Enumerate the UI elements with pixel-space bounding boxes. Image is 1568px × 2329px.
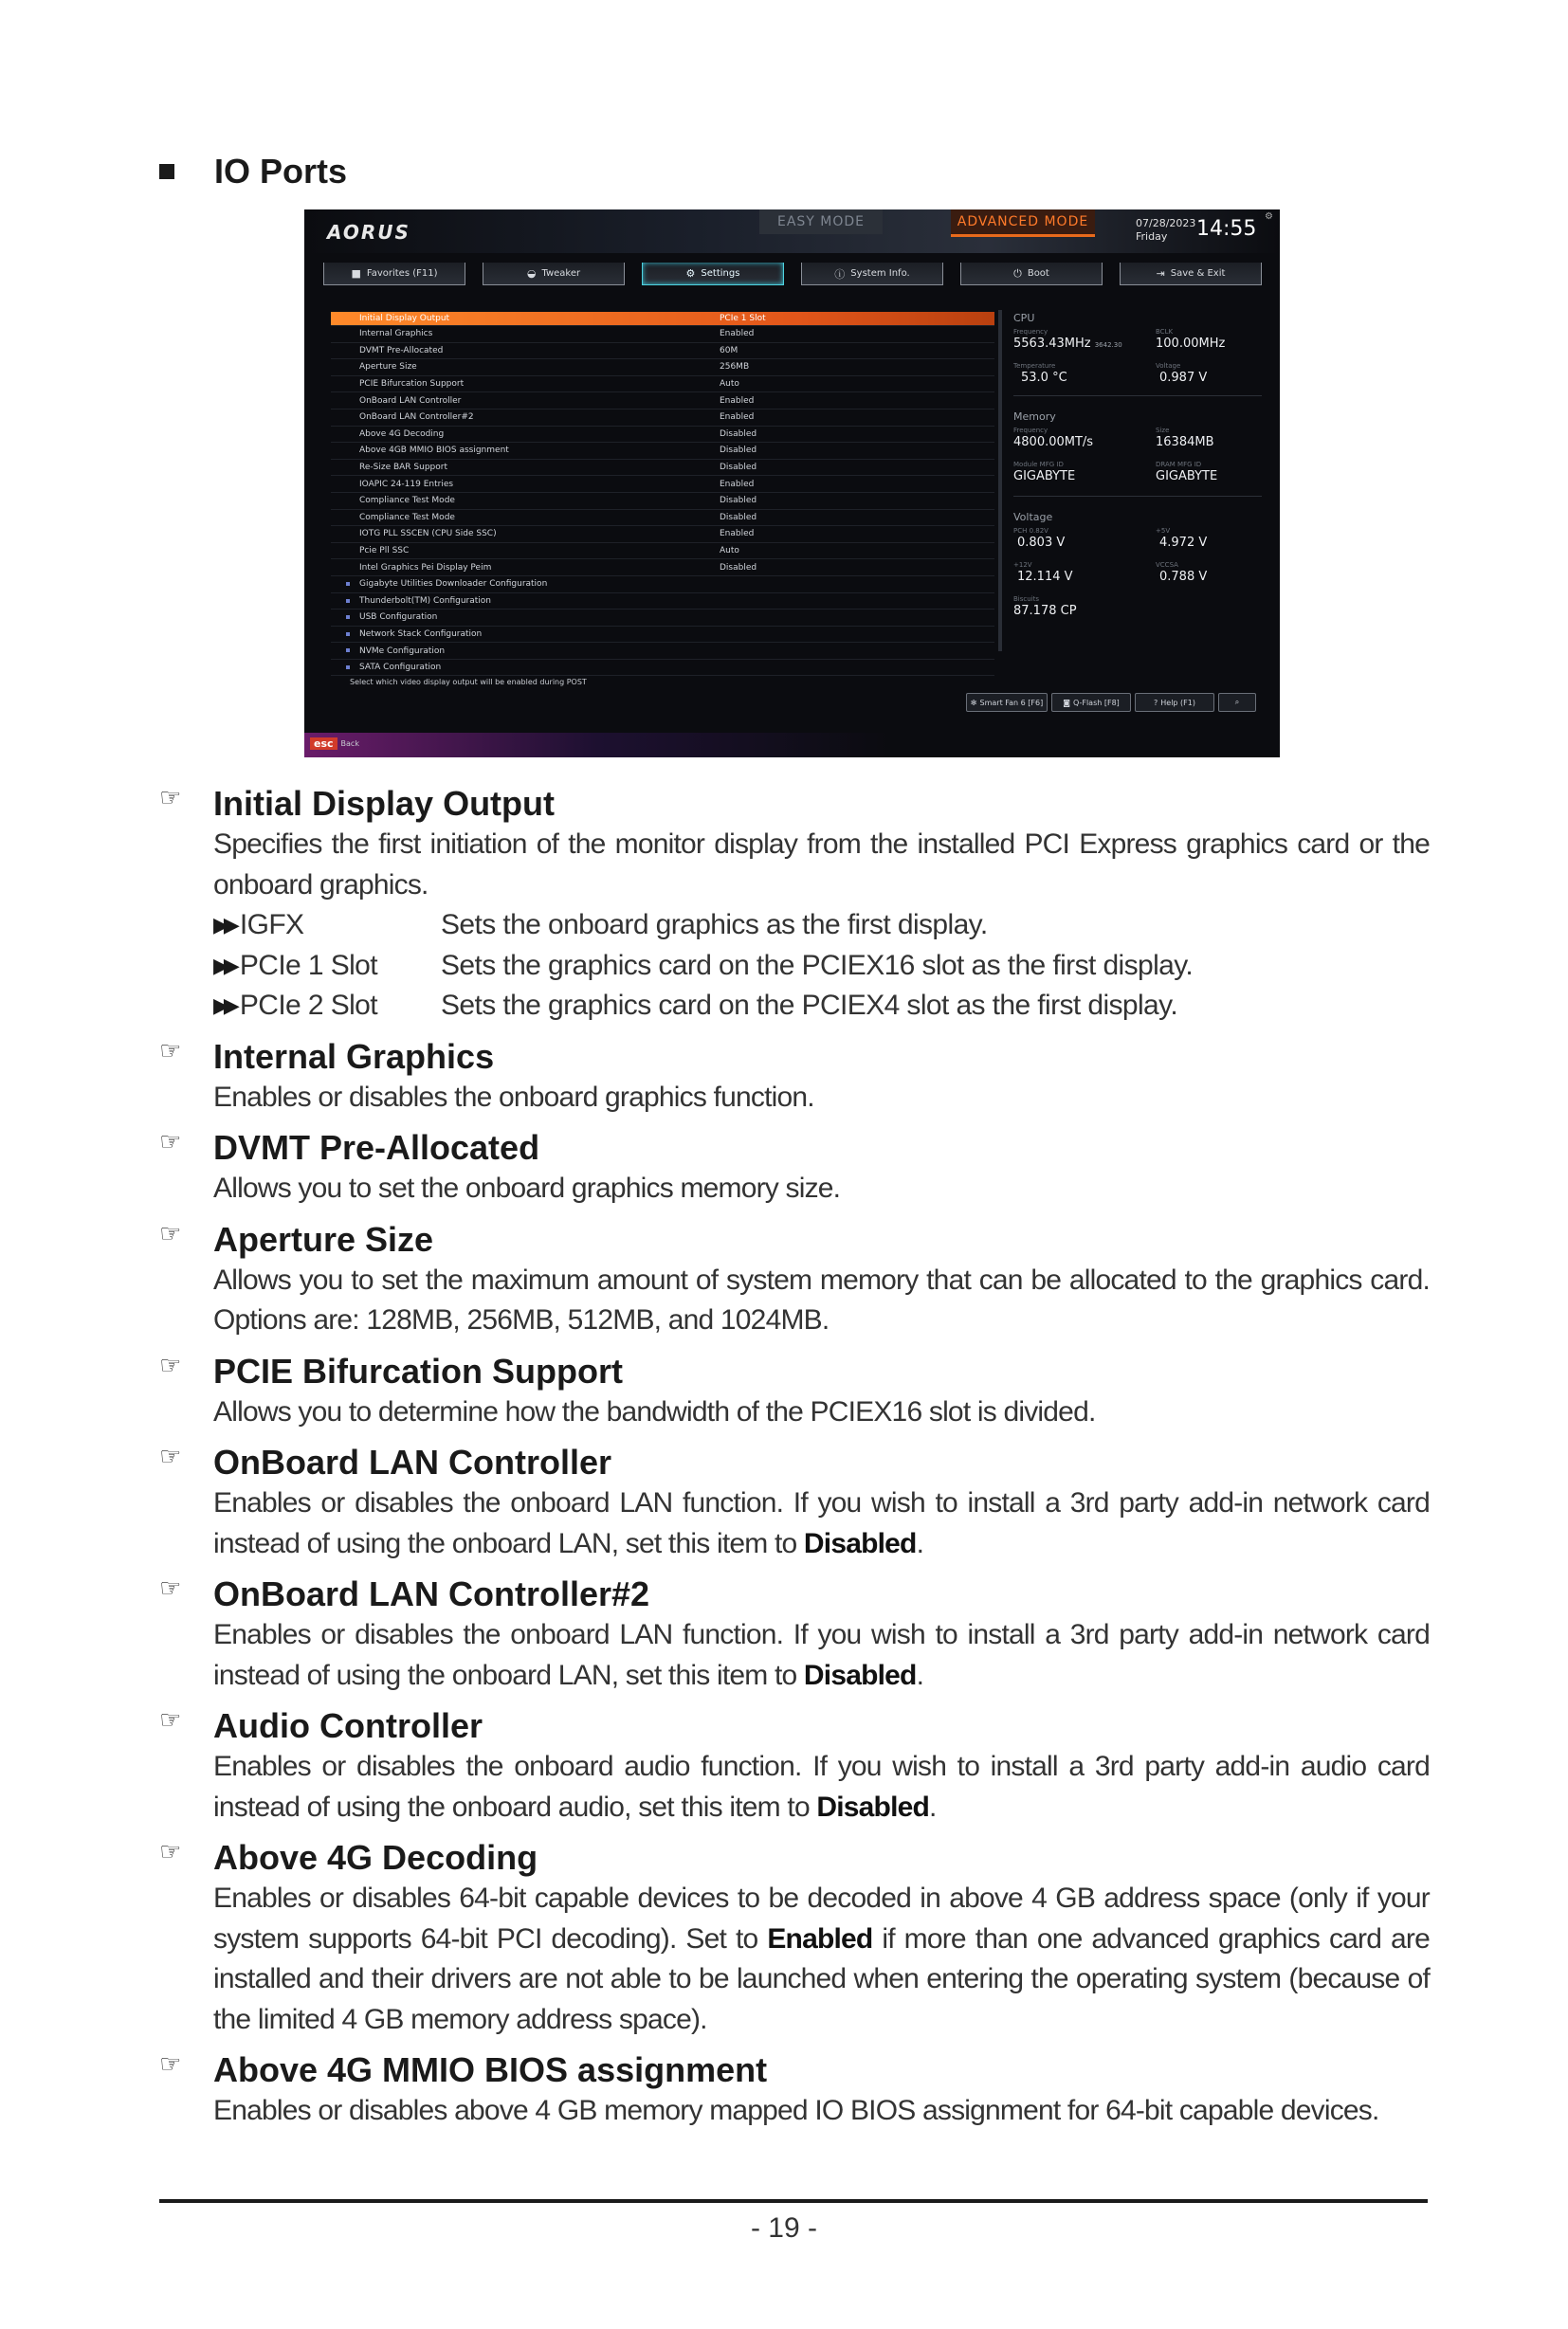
setting-title: Audio Controller: [213, 1706, 483, 1745]
option-name: [213, 905, 441, 946]
bios-setting-label: Thunderbolt(TM) Configuration: [359, 595, 491, 606]
bottom-glow: [304, 733, 1280, 757]
option-label: PCIe 2 Slot: [239, 990, 377, 1021]
mem-freq-value: 4800.00MT/s: [1013, 435, 1094, 449]
tab-save-exit[interactable]: ⇥ Save & Exit: [1120, 263, 1262, 285]
desc-text: .: [929, 1791, 937, 1823]
desc-text: .: [916, 1659, 924, 1691]
bios-setting-value: Auto: [720, 546, 739, 556]
temp-label: Temperature: [1013, 362, 1056, 370]
mem-size-value: 16384MB: [1156, 435, 1214, 449]
desc-text: Enables or disables 64-bit capable devices to be decoded in above 4 GB address space (only if your system supports 64-bit PCI decoding). Set to: [213, 1883, 1430, 1955]
bios-setting-label: Above 4GB MMIO BIOS assignment: [359, 446, 509, 456]
page-number: - 19 -: [750, 2212, 818, 2244]
pointing-hand-icon: ☞: [159, 1127, 182, 1155]
esc-back-button[interactable]: [310, 737, 359, 750]
bios-setting-row[interactable]: [331, 526, 994, 543]
bios-setting-label: Re-Size BAR Support: [359, 463, 447, 473]
bios-setting-row[interactable]: [331, 359, 994, 376]
double-arrow-icon: ▶▶: [213, 913, 234, 937]
bios-setting-value: Enabled: [720, 395, 755, 406]
bios-setting-row[interactable]: [331, 559, 994, 576]
desc-text: Enables or disables the onboard LAN function. If you wish to install a 3rd party add-in network card instead of using the onboard LAN, set this item to: [213, 1487, 1430, 1559]
pointing-hand-icon: ☞: [159, 1574, 182, 1602]
square-bullet-icon: [159, 164, 174, 179]
star-icon: ■: [351, 267, 361, 280]
setting-desc: [213, 1615, 1430, 1696]
exit-icon: ⇥: [1156, 267, 1165, 280]
bios-setting-row[interactable]: [331, 343, 994, 360]
submenu-icon: [346, 665, 350, 669]
submenu-icon: [346, 582, 350, 586]
setting-description: [159, 1127, 1430, 1210]
bios-time: 14:55: [1196, 217, 1257, 241]
bios-setting-row[interactable]: [331, 576, 994, 593]
bios-setting-value: Enabled: [720, 329, 755, 339]
bios-date: [1136, 217, 1195, 244]
aorus-logo: AORUS: [327, 221, 410, 244]
search-icon: ⌕: [1234, 698, 1240, 706]
cpu-voltage-value: 0.987 V: [1159, 371, 1208, 385]
tab-favorites[interactable]: ■ Favorites (F11): [323, 263, 465, 285]
pointing-hand-icon: ☞: [159, 783, 182, 811]
setting-title: DVMT Pre-Allocated: [213, 1128, 540, 1167]
tab-system-info[interactable]: ⓘ System Info.: [801, 263, 943, 285]
plus12v-value: 12.114 V: [1017, 570, 1073, 584]
bios-setting-value: 256MB: [720, 362, 750, 373]
desc-emphasis: Enabled: [767, 1922, 873, 1955]
fan-icon: ✻: [970, 698, 977, 707]
desc-text: Enables or disables the onboard LAN function. If you wish to install a 3rd party add-in network card instead of using the onboard LAN, set this item to: [213, 1619, 1430, 1691]
memory-heading: Memory: [1013, 410, 1056, 423]
desc-text: if more than one advanced graphics card are installed and their drivers are not able to be launched when entering the operating system (because of the limited 4 GB memory address space).: [213, 1922, 1430, 2035]
pch-value: 0.803 V: [1017, 536, 1066, 550]
biscuits-label: Biscuits: [1013, 595, 1040, 603]
bios-setting-row[interactable]: [331, 493, 994, 510]
bios-setting-label: USB Configuration: [359, 612, 438, 623]
setting-title: OnBoard LAN Controller: [213, 1443, 611, 1482]
setting-title: Aperture Size: [213, 1219, 434, 1259]
setting-title: OnBoard LAN Controller#2: [213, 1574, 650, 1613]
setting-desc: [213, 1747, 1430, 1828]
bios-setting-row[interactable]: [331, 443, 994, 460]
bios-setting-row[interactable]: [331, 312, 994, 326]
setting-desc: Allows you to set the maximum amount of system memory that can be allocated to the graphics card. Options are: 128MB, 256MB, 512MB, and 1024MB.: [213, 1264, 1430, 1336]
setting-description: [159, 783, 1430, 1027]
tab-tweaker[interactable]: ◒ Tweaker: [483, 263, 625, 285]
voltage-heading: Voltage: [1013, 511, 1053, 523]
settings-descriptions: [159, 783, 1430, 2141]
bios-setting-value: Disabled: [720, 562, 757, 573]
bios-setting-value: Disabled: [720, 496, 757, 506]
bios-tabs: [323, 263, 1271, 287]
bclk-value: 100.00MHz: [1156, 337, 1226, 351]
bios-setting-value: PCIe 1 Slot: [720, 314, 766, 323]
q-flash-button[interactable]: ◙ Q-Flash [F8]: [1051, 693, 1131, 712]
desc-text: Enables or disables the onboard audio function. If you wish to install a 3rd party add-in audio card instead of using the onboard audio, set this item to: [213, 1751, 1430, 1823]
tab-boot[interactable]: ⏻ Boot: [960, 263, 1103, 285]
bios-setting-label: OnBoard LAN Controller#2: [359, 412, 474, 423]
setting-description: [159, 1574, 1430, 1696]
bios-setting-label: DVMT Pre-Allocated: [359, 345, 444, 355]
back-label: Back: [340, 738, 359, 748]
bios-setting-label: Above 4G Decoding: [359, 428, 445, 439]
bios-setting-value: Enabled: [720, 479, 755, 489]
module-mfg-value: GIGABYTE: [1013, 469, 1076, 483]
date-text: 07/28/2023: [1136, 217, 1196, 229]
bios-setting-label: Initial Display Output: [359, 314, 450, 323]
bios-setting-label: Network Stack Configuration: [359, 628, 483, 639]
setting-desc: [213, 1879, 1430, 2040]
setting-title: Internal Graphics: [213, 1036, 495, 1076]
setting-description: [159, 1837, 1430, 2040]
option-label: PCIe 1 Slot: [239, 949, 377, 981]
advanced-mode-tab[interactable]: ADVANCED MODE: [951, 209, 1095, 237]
setting-desc: Allows you to set the onboard graphics memory size.: [213, 1173, 841, 1204]
pch-label: PCH 0.82V: [1013, 527, 1048, 535]
pointing-hand-icon: ☞: [159, 1442, 182, 1470]
option-text: Sets the graphics card on the PCIEX4 slot as the first display.: [441, 990, 1178, 1021]
module-mfg-label: Module MFG ID: [1013, 461, 1064, 468]
bios-setting-row[interactable]: [331, 627, 994, 644]
vccsa-value: 0.788 V: [1159, 570, 1208, 584]
submenu-icon: [346, 599, 350, 603]
desc-emphasis: Disabled: [803, 1527, 917, 1559]
bios-setting-row[interactable]: [331, 409, 994, 427]
help-text: Select which video display output will be enabled during POST: [350, 678, 587, 686]
submenu-icon: [346, 615, 350, 619]
setting-title: Above 4G MMIO BIOS assignment: [213, 2050, 768, 2089]
section-title: IO Ports: [214, 152, 348, 191]
option-text: Sets the onboard graphics as the first display.: [441, 909, 988, 940]
pointing-hand-icon: ☞: [159, 1218, 182, 1247]
bios-setting-row[interactable]: [331, 510, 994, 527]
bios-scrollbar[interactable]: [998, 310, 1002, 651]
option-row: [213, 946, 1430, 987]
bios-setting-label: Compliance Test Mode: [359, 496, 455, 506]
bios-setting-label: PCIE Bifurcation Support: [359, 379, 465, 390]
cpu-heading: CPU: [1013, 312, 1035, 324]
help-icon: ?: [1154, 698, 1158, 707]
tab-settings[interactable]: ⚙ Settings: [642, 263, 784, 285]
gear-icon: ⚙: [685, 267, 696, 280]
bios-setting-label: Compliance Test Mode: [359, 512, 455, 522]
bios-setting-label: Intel Graphics Pei Display Peim: [359, 562, 492, 573]
setting-title: Initial Display Output: [213, 784, 556, 823]
panel-divider: [1013, 496, 1262, 497]
flash-icon: ◙: [1063, 698, 1070, 707]
desc-text: .: [916, 1527, 924, 1559]
easy-mode-tab[interactable]: EASY MODE: [759, 209, 883, 234]
footer-rule: [159, 2199, 1428, 2203]
vccsa-label: VCCSA: [1156, 561, 1178, 569]
option-row: [213, 905, 1430, 946]
setting-desc: Allows you to determine how the bandwidth of the PCIEX16 slot is divided.: [213, 1395, 1096, 1428]
double-arrow-icon: ▶▶: [213, 953, 234, 977]
biscuits-value: 87.178 CP: [1013, 604, 1077, 618]
submenu-icon: [346, 648, 350, 652]
dram-mfg-value: GIGABYTE: [1156, 469, 1218, 483]
bios-setting-label: Aperture Size: [359, 362, 417, 373]
bios-setting-row[interactable]: [331, 376, 994, 393]
bios-setting-label: SATA Configuration: [359, 663, 442, 673]
bios-setting-label: OnBoard LAN Controller: [359, 395, 462, 406]
section-heading: [159, 152, 347, 191]
desc-emphasis: Disabled: [816, 1791, 930, 1823]
desc-emphasis: Disabled: [803, 1659, 917, 1691]
bios-setting-label: Internal Graphics: [359, 329, 433, 339]
bios-setting-value: Enabled: [720, 529, 755, 539]
cpu-voltage-label: Voltage: [1156, 362, 1181, 370]
bios-settings-list: [331, 312, 994, 676]
setting-description: [159, 1351, 1430, 1433]
setting-description: [159, 1705, 1430, 1828]
bios-setting-value: Disabled: [720, 428, 757, 439]
bios-setting-value: 60M: [720, 345, 738, 355]
temp-value: 53.0 °C: [1021, 371, 1067, 385]
mem-size-label: Size: [1156, 427, 1170, 434]
smart-fan-button[interactable]: ✻ Smart Fan 6 [F6]: [966, 693, 1048, 712]
option-label: IGFX: [239, 909, 304, 940]
esc-key-label: esc: [310, 737, 337, 750]
plus12v-label: +12V: [1013, 561, 1032, 569]
setting-title: PCIE Bifurcation Support: [213, 1351, 623, 1391]
bios-setting-label: NVMe Configuration: [359, 646, 446, 656]
setting-desc: Enables or disables above 4 GB memory mapped IO BIOS assignment for 64-bit capable devices.: [213, 2095, 1379, 2126]
pointing-hand-icon: ☞: [159, 1350, 182, 1379]
pointing-hand-icon: ☞: [159, 1705, 182, 1734]
bios-setting-row[interactable]: [331, 643, 994, 660]
info-icon: ⓘ: [834, 267, 846, 281]
power-icon: ⏻: [1013, 266, 1022, 280]
bios-setting-row[interactable]: [331, 326, 994, 343]
submenu-icon: [346, 632, 350, 636]
option-name: [213, 946, 441, 987]
bios-setting-value: Auto: [720, 379, 739, 390]
day-text: Friday: [1136, 230, 1168, 243]
cpu-freq-value: 5563.43MHz 3642.30: [1013, 337, 1122, 351]
double-arrow-icon: ▶▶: [213, 993, 234, 1017]
pointing-hand-icon: ☞: [159, 1035, 182, 1064]
bios-setting-row[interactable]: [331, 660, 994, 677]
option-text: Sets the graphics card on the PCIEX16 slot as the first display.: [441, 949, 1194, 981]
bclk-label: BCLK: [1156, 328, 1174, 336]
setting-description: [159, 1036, 1430, 1119]
help-button[interactable]: ? Help (F1): [1135, 693, 1214, 712]
panel-divider: [1013, 395, 1262, 396]
mem-freq-label: Frequency: [1013, 427, 1048, 434]
speedometer-icon: ◒: [526, 267, 537, 280]
bios-setting-label: IOTG PLL SSCEN (CPU Side SSC): [359, 529, 497, 539]
bios-setting-row[interactable]: [331, 610, 994, 627]
option-row: [213, 986, 1430, 1027]
bios-setting-row[interactable]: [331, 543, 994, 560]
bios-setting-row[interactable]: [331, 392, 994, 409]
cpu-freq-label: Frequency: [1013, 328, 1048, 336]
gear-icon[interactable]: ⚙: [1265, 211, 1273, 222]
plus5v-value: 4.972 V: [1159, 536, 1208, 550]
bios-setting-label: Gigabyte Utilities Downloader Configuration: [359, 579, 548, 590]
setting-desc: Specifies the first initiation of the monitor display from the installed PCI Express graphics card or the onboard graphics.: [213, 828, 1430, 901]
bios-setting-value: Disabled: [720, 446, 757, 456]
bios-setting-value: Enabled: [720, 412, 755, 423]
pointing-hand-icon: ☞: [159, 1837, 182, 1865]
setting-description: [159, 1442, 1430, 1564]
setting-description: [159, 2049, 1430, 2132]
bios-setting-row[interactable]: [331, 427, 994, 444]
bios-setting-value: Disabled: [720, 463, 757, 473]
setting-description: [159, 1219, 1430, 1341]
plus5v-label: +5V: [1156, 527, 1171, 535]
bios-setting-label: Pcie Pll SSC: [359, 546, 410, 556]
bios-screenshot: [304, 209, 1280, 757]
pointing-hand-icon: ☞: [159, 2049, 182, 2078]
bios-setting-label: IOAPIC 24-119 Entries: [359, 479, 454, 489]
search-button[interactable]: [1218, 693, 1256, 712]
setting-desc: Enables or disables the onboard graphics function.: [213, 1081, 814, 1113]
bios-setting-row[interactable]: [331, 460, 994, 477]
setting-desc: [213, 1483, 1430, 1564]
bios-setting-row[interactable]: [331, 593, 994, 610]
bios-setting-value: Disabled: [720, 512, 757, 522]
setting-title: Above 4G Decoding: [213, 1838, 538, 1877]
dram-mfg-label: DRAM MFG ID: [1156, 461, 1202, 468]
option-name: [213, 986, 441, 1027]
bios-setting-row[interactable]: [331, 476, 994, 493]
